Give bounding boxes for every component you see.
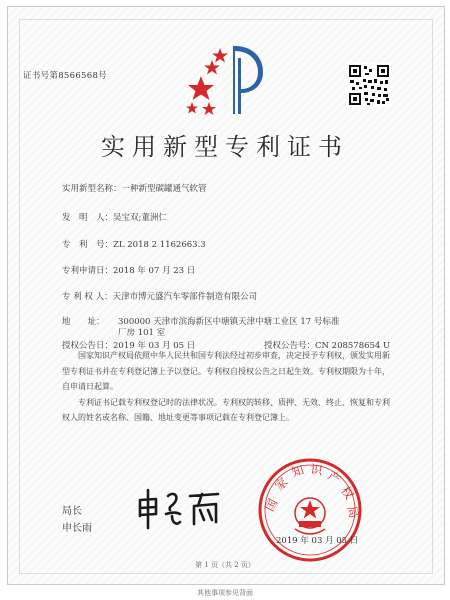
field-value: 300000 天津市滨海新区中塘镇天津中塘工业区 17 号标准: [118, 317, 340, 327]
svg-text:家: 家: [272, 474, 291, 494]
body-paragraph: 国家知识产权局依照中华人民共和国专利法经过初步审查，决定授予专利权，颁发实用新型专利证书并在专利登记簿上予以登记。专利权自授权公告之日起生效。专利权期限为十年，自申请日起算。: [62, 351, 390, 391]
footer-note: 其他事项参见背面: [197, 589, 253, 597]
field-label: 发 明 人：: [62, 213, 114, 223]
svg-text:权: 权: [338, 483, 357, 502]
field-value: 吴宝双;董洲仁: [113, 213, 167, 223]
field-value: 2018 年 07 月 23 日: [113, 266, 196, 276]
field-address-line2: 厂房 101 室: [118, 328, 166, 338]
field-patent-number: [62, 238, 206, 250]
page-number: 第 1 页（共 2 页）: [195, 561, 255, 569]
field-label: 专 利 号：: [62, 240, 114, 250]
field-label: 地 址：: [62, 317, 105, 327]
field-inventor: [62, 211, 167, 223]
svg-text:产: 产: [325, 468, 343, 487]
svg-text:国: 国: [262, 496, 281, 514]
field-address: [62, 315, 339, 327]
field-label: 专 利 权 人：: [62, 292, 113, 302]
seal-date: 2019 年 03 月 05 日: [276, 536, 359, 546]
certificate-body: [62, 348, 392, 426]
handwritten-signature-icon: [132, 482, 227, 532]
field-value: 2019 年 03 月 05 日: [113, 341, 196, 351]
svg-text:局: 局: [344, 504, 362, 520]
signatory-name: 申长雨: [62, 523, 92, 534]
field-value: CN 208578654 U: [315, 341, 391, 351]
field-label: 实用新型名称：: [62, 184, 122, 194]
body-paragraph: 专利证书记载专利权登记时的法律状况。专利权的转移、质押、无效、终止、恢复和专利权人的姓名或名称、国籍、地址变更等事项记载在专利登记簿上。: [62, 397, 390, 422]
svg-text:知: 知: [289, 462, 306, 480]
qr-code-icon: [347, 63, 391, 107]
svg-text:识: 识: [309, 462, 324, 478]
official-seal-icon: [255, 455, 365, 565]
page-title: 实用新型专利证书: [101, 133, 349, 161]
national-ip-emblem-icon: [175, 30, 275, 120]
certificate-number: 证书号第8566568号: [23, 71, 107, 81]
field-label: 专利申请日：: [62, 266, 114, 276]
field-patentee: [62, 290, 257, 302]
field-value: 一种新型碳罐通气软管: [121, 184, 207, 194]
field-label: 授权公告号：: [264, 341, 316, 351]
field-utility-model-name: [62, 182, 207, 194]
signatory-role: 局长: [62, 506, 82, 517]
field-value: 天津市博元盛汽车零部件制造有限公司: [112, 292, 258, 302]
field-filing-date: [62, 264, 195, 276]
field-label: 授权公告日：: [62, 341, 114, 351]
field-value: ZL 2018 2 1162663.3: [113, 240, 206, 250]
